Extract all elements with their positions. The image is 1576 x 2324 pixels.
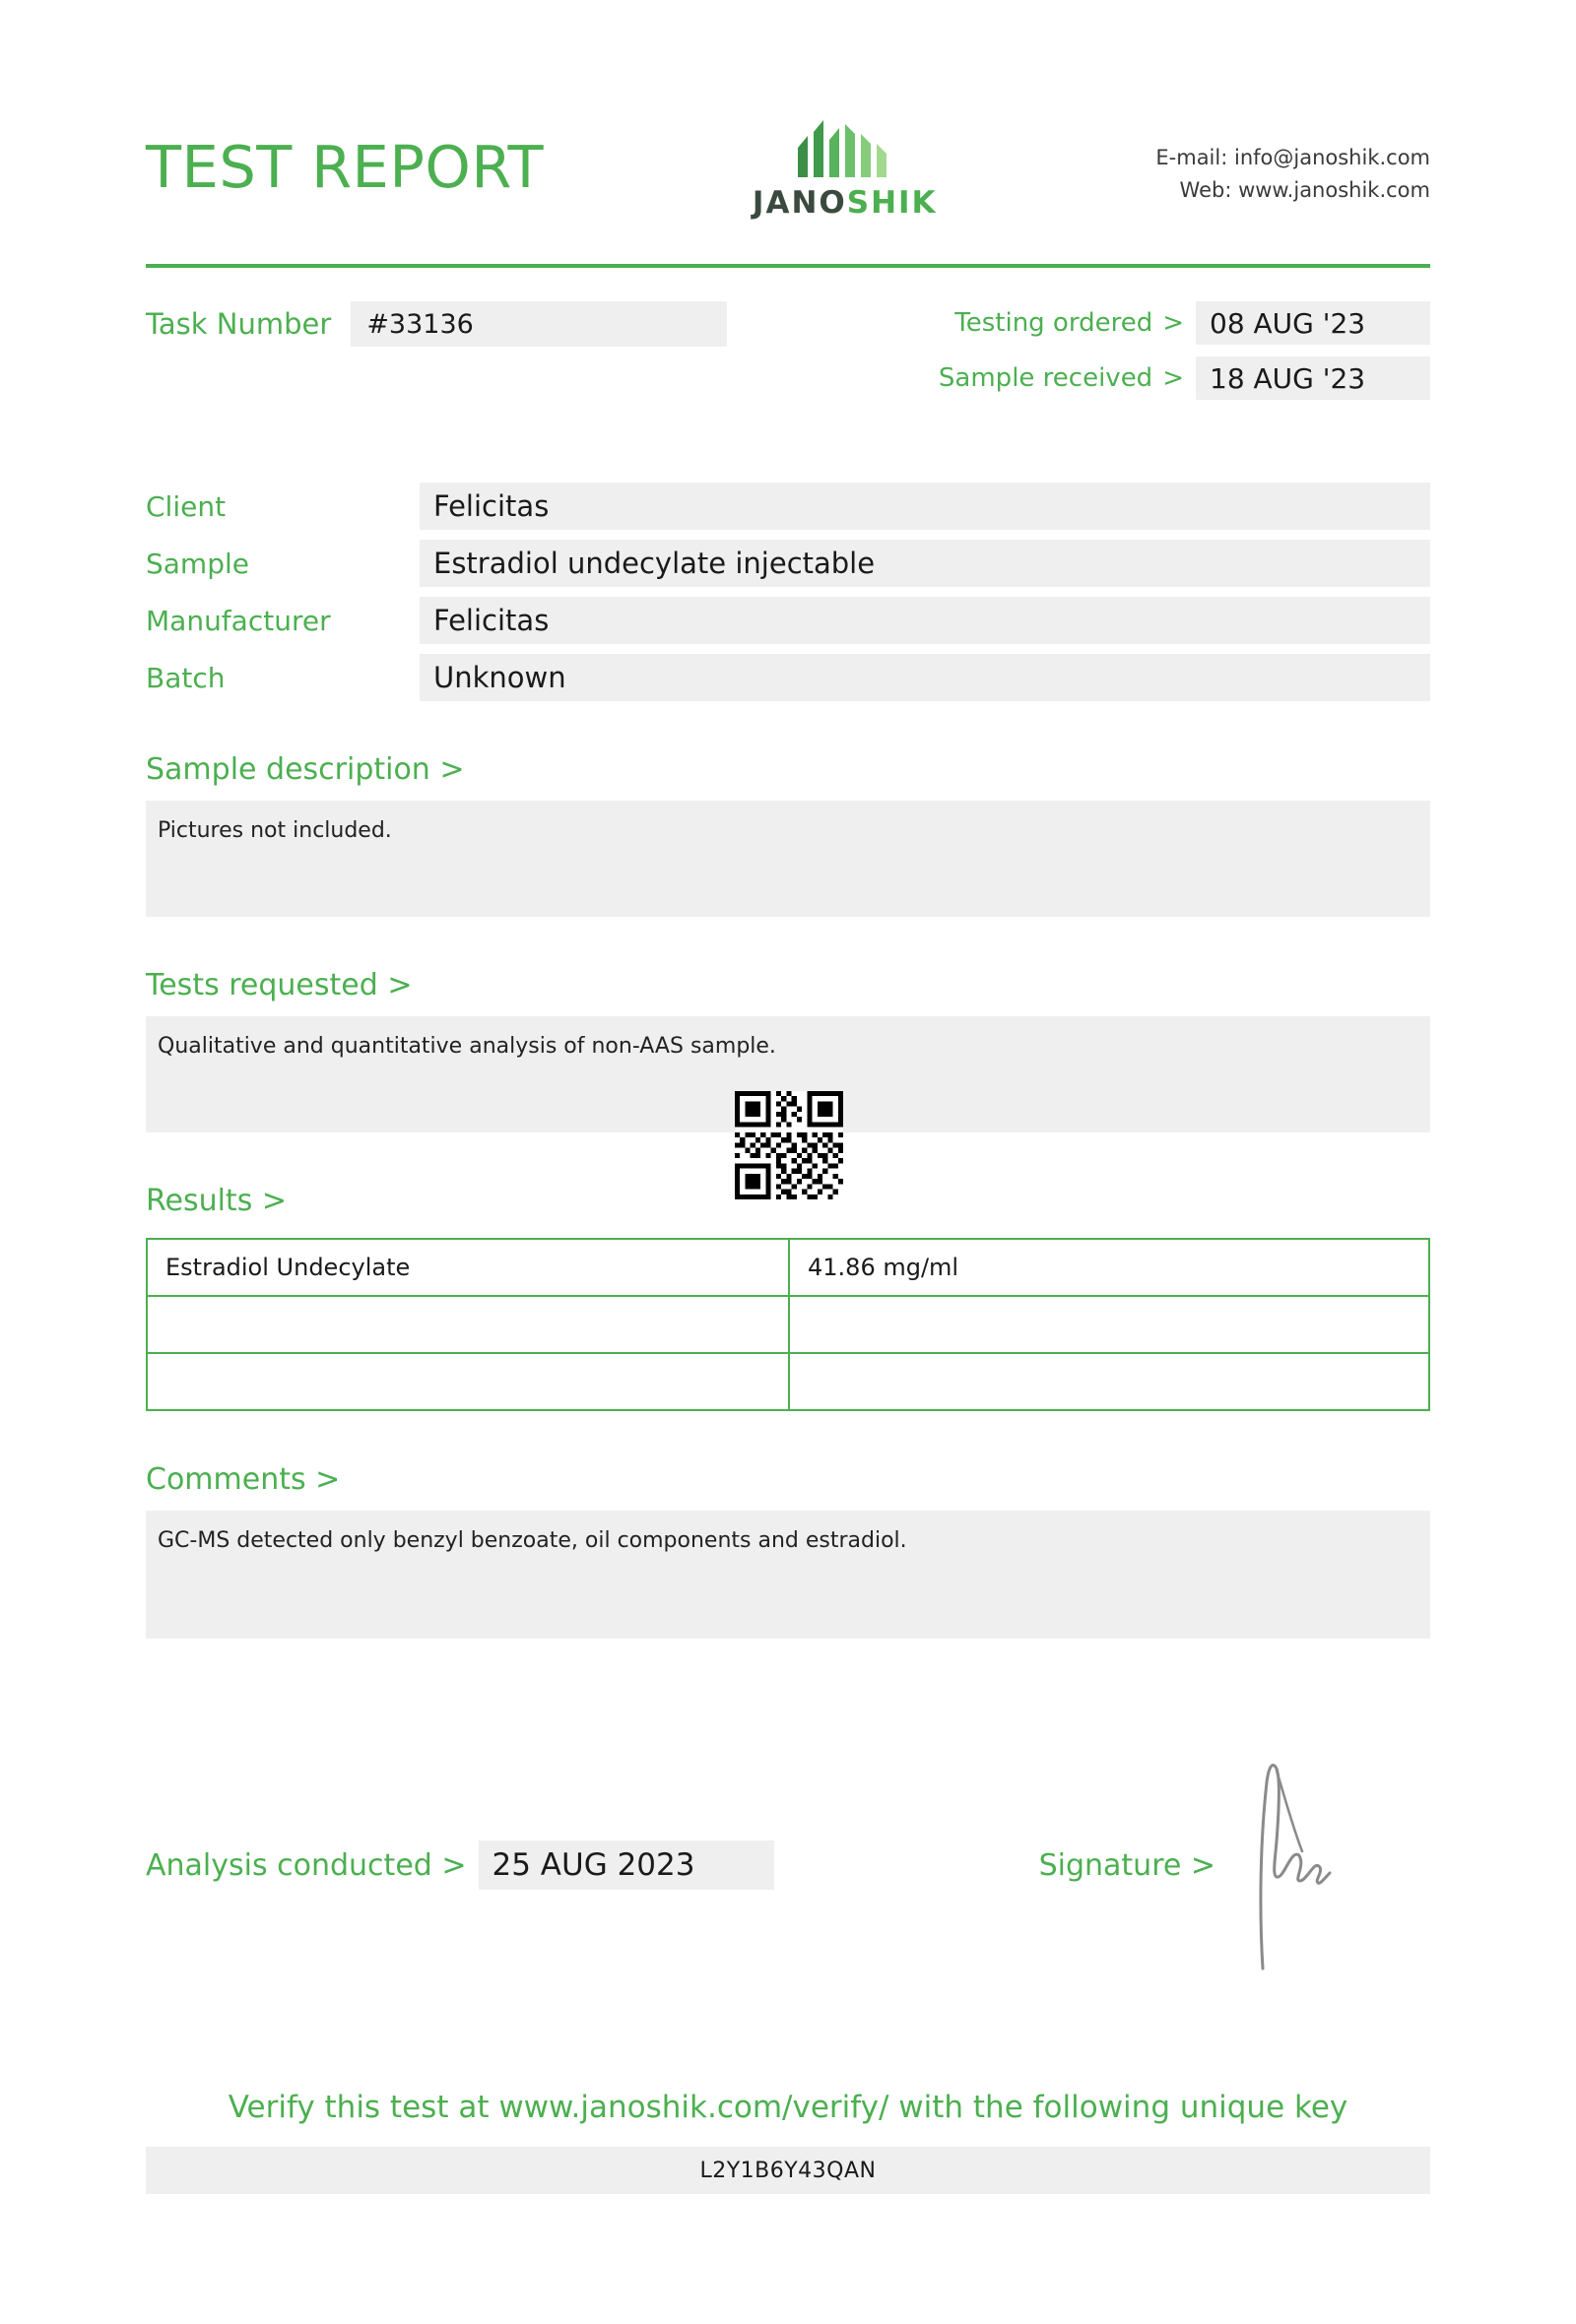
testing-ordered-label: Testing ordered: [954, 308, 1153, 338]
header-divider: [146, 264, 1430, 268]
analysis-conducted-date: 25 AUG 2023: [479, 1840, 774, 1890]
analysis-row: [146, 1757, 1430, 1973]
info-key-manufacturer: Manufacturer: [146, 604, 331, 637]
task-number-group: [146, 301, 727, 347]
analysis-conducted-label: Analysis conducted >: [146, 1847, 467, 1883]
signature-label: Signature >: [1038, 1847, 1215, 1883]
sample-received-row: [939, 356, 1430, 400]
table-row: [147, 1296, 1429, 1353]
table-row: [147, 1239, 1429, 1296]
sample-received-label: Sample received: [938, 363, 1153, 393]
testing-ordered-arrow: >: [1162, 308, 1184, 338]
report-header: [146, 0, 1430, 221]
sample-description-title: Sample description >: [146, 752, 465, 787]
sample-description-text: Pictures not included.: [146, 801, 1430, 917]
info-key-client: Client: [146, 489, 227, 523]
info-value-sample: Estradiol undecylate injectable: [420, 540, 1430, 587]
logo-text-green: SHIK: [846, 185, 938, 221]
verify-text: Verify this test at www.janoshik.com/verify/ with the following unique key: [228, 2090, 1348, 2125]
signature-group: [1039, 1757, 1342, 1973]
table-row: [147, 1353, 1429, 1410]
logo-wordmark: [753, 185, 938, 221]
contact-web: Web: www.janoshik.com: [1179, 177, 1430, 202]
info-value-batch: Unknown: [420, 654, 1430, 701]
info-value-client: Felicitas: [420, 483, 1430, 530]
comments-title: Comments >: [146, 1462, 341, 1497]
results-header: [146, 1132, 1430, 1232]
result-name: Estradiol Undecylate: [147, 1239, 789, 1296]
tests-requested-text: Qualitative and quantitative analysis of non-AAS sample.: [146, 1016, 1430, 1132]
logo-text-dark: JANO: [752, 185, 847, 221]
qr-code-icon: [735, 1091, 843, 1199]
task-row: [146, 301, 1430, 412]
result-value: [789, 1353, 1429, 1410]
date-group: [939, 301, 1430, 412]
tests-requested-title: Tests requested >: [146, 968, 413, 1002]
result-value: 41.86 mg/ml: [789, 1239, 1429, 1296]
info-key-sample: Sample: [146, 547, 249, 580]
testing-ordered-value: 08 AUG '23: [1196, 301, 1430, 345]
info-row: [146, 654, 1430, 701]
page-title: TEST REPORT: [146, 133, 545, 201]
task-number-value: #33136: [351, 301, 727, 347]
sample-info-table: [146, 483, 1430, 701]
task-number-label: Task Number: [146, 307, 332, 341]
analysis-conducted-group: [146, 1840, 774, 1890]
janoshik-logo: [753, 118, 938, 221]
unique-key: L2Y1B6Y43QAN: [146, 2147, 1430, 2194]
contact-email: E-mail: info@janoshik.com: [1155, 146, 1430, 169]
sample-received-arrow: >: [1162, 363, 1184, 393]
comments-text: GC-MS detected only benzyl benzoate, oil components and estradiol.: [146, 1511, 1430, 1639]
result-name: [147, 1296, 789, 1353]
info-row: [146, 597, 1430, 644]
info-value-manufacturer: Felicitas: [420, 597, 1430, 644]
sample-received-value: 18 AUG '23: [1196, 356, 1430, 400]
result-value: [789, 1296, 1429, 1353]
signature-icon: [1233, 1757, 1342, 1973]
logo-mountain-icon: [790, 118, 900, 179]
results-table: [146, 1238, 1430, 1411]
result-name: [147, 1353, 789, 1410]
contact-block: [1155, 142, 1430, 206]
results-title: Results >: [146, 1184, 287, 1218]
info-row: [146, 540, 1430, 587]
info-row: [146, 483, 1430, 530]
info-key-batch: Batch: [146, 661, 226, 694]
testing-ordered-row: [939, 301, 1430, 345]
